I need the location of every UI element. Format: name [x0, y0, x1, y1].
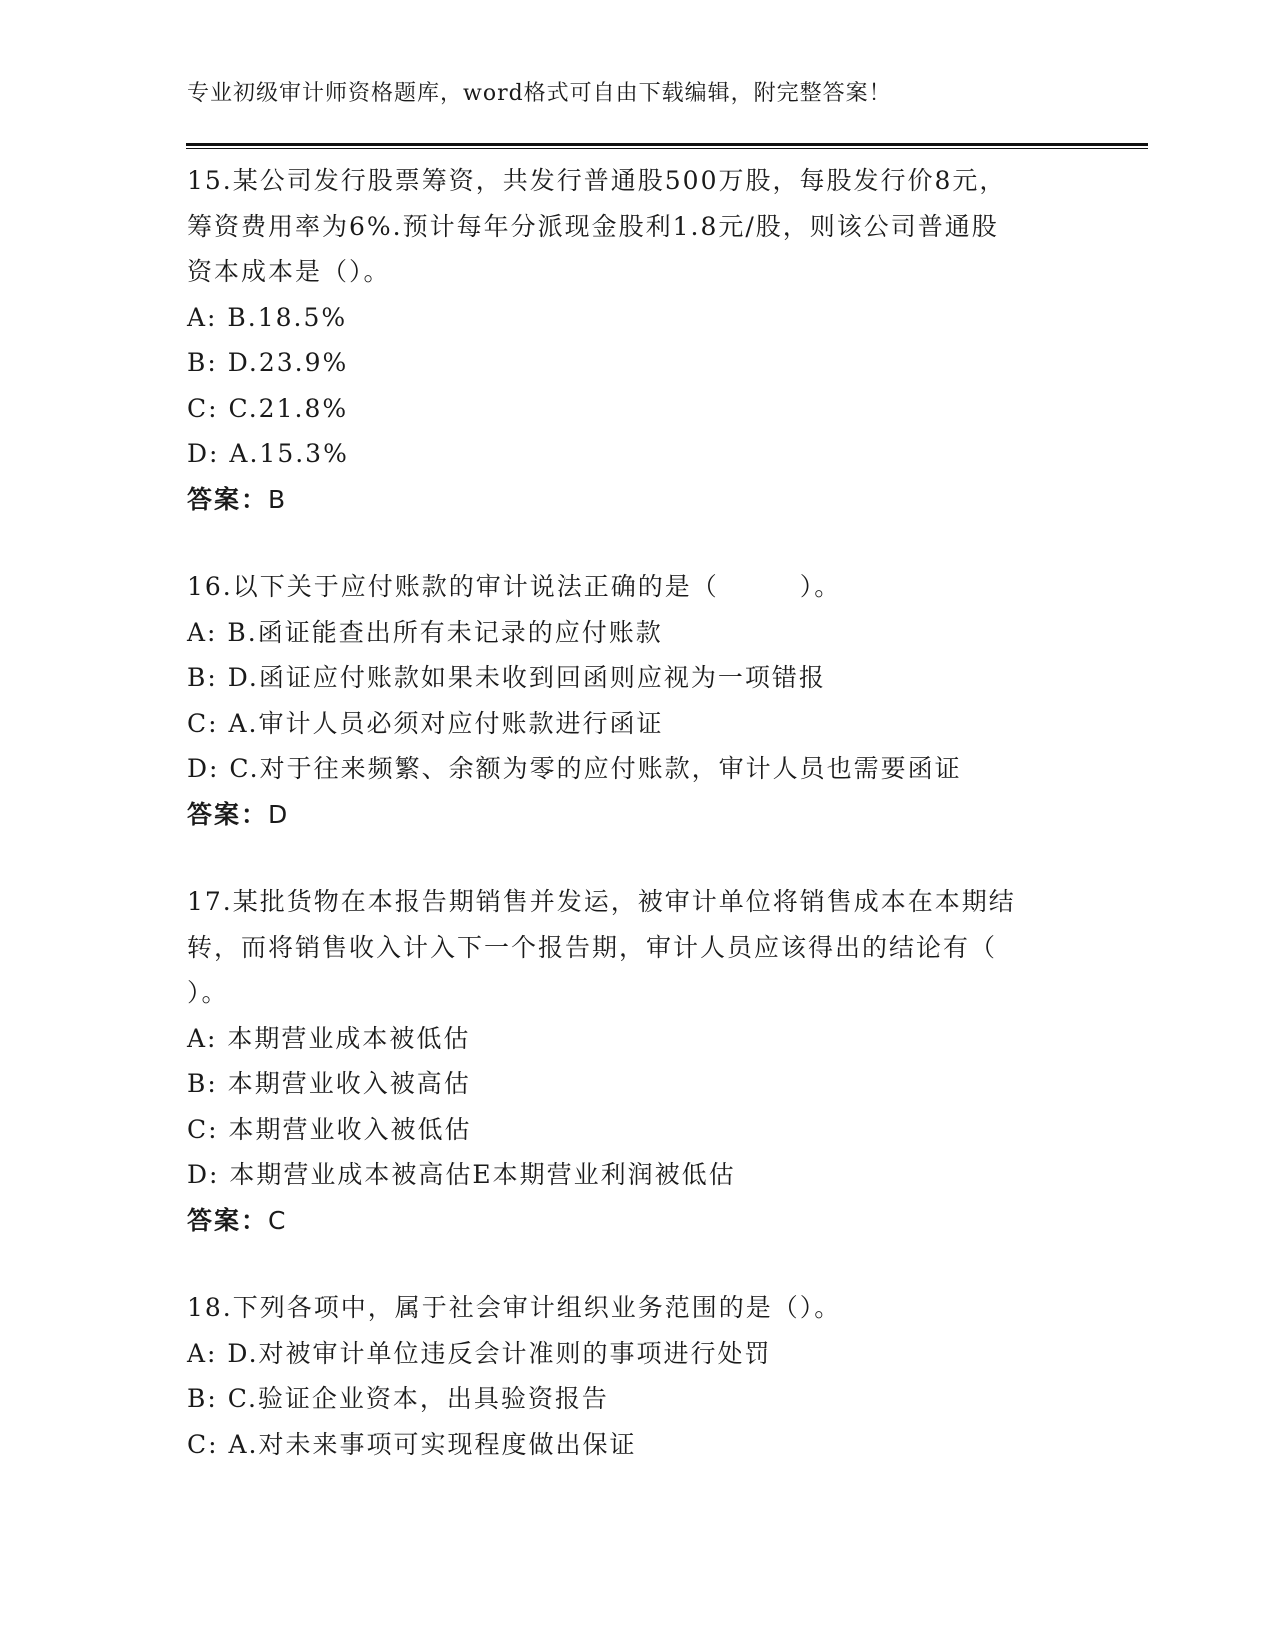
option-d: D: 本期营业成本被高估E本期营业利润被低估	[187, 1160, 736, 1189]
option-c: C: 本期营业收入被低估	[187, 1114, 472, 1144]
answer-label: 答案：	[187, 1205, 269, 1235]
answer-value: C	[268, 1205, 288, 1235]
option-d: D: A.15.3%	[187, 439, 349, 468]
option-b: B: C.验证企业资本，出具验资报告	[187, 1384, 609, 1413]
option-d: D: C.对于往来频繁、余额为零的应付账款，审计人员也需要函证	[187, 754, 962, 783]
option-a: A: B.函证能查出所有未记录的应付账款	[187, 617, 663, 647]
question-16	[187, 564, 1087, 837]
header-rule-thick	[186, 143, 1148, 146]
answer-label: 答案：	[187, 484, 269, 514]
answer-line	[187, 477, 1087, 523]
page-header: 专业初级审计师资格题库，word格式可自由下载编辑，附完整答案！	[187, 81, 892, 106]
option-c: C: A.对未来事项可实现程度做出保证	[187, 1429, 637, 1459]
question-stem-line: 筹资费用率为6%.预计每年分派现金股利1.8元/股，则该公司普通股	[187, 211, 999, 241]
option-a: A: 本期营业成本被低估	[187, 1023, 471, 1053]
answer-value: B	[268, 484, 288, 514]
question-stem-line: 转，而将销售收入计入下一个报告期，审计人员应该得出的结论有（	[187, 932, 998, 962]
answer-value: D	[268, 799, 290, 829]
question-stem-line: ）。	[187, 978, 229, 1007]
question-stem-line: 15.某公司发行股票筹资，共发行普通股500万股，每股发行价8元，	[187, 166, 1007, 195]
option-a: A: B.18.5%	[187, 302, 348, 332]
option-a: A: D.对被审计单位违反会计准则的事项进行处罚	[187, 1338, 772, 1368]
option-b: B: D.函证应付账款如果未收到回函则应视为一项错报	[187, 663, 826, 692]
answer-label: 答案：	[187, 799, 269, 829]
question-18	[187, 1285, 1087, 1467]
question-stem-line: 18.下列各项中，属于社会审计组织业务范围的是（）。	[187, 1293, 842, 1322]
option-b: B: 本期营业收入被高估	[187, 1069, 471, 1098]
answer-line	[187, 1198, 1087, 1244]
question-stem-line: 16.以下关于应付账款的审计说法正确的是（ ）。	[187, 572, 842, 601]
option-b: B: D.23.9%	[187, 348, 349, 377]
question-stem-line: 17.某批货物在本报告期销售并发运，被审计单位将销售成本在本期结	[187, 887, 1016, 916]
question-list	[187, 158, 1087, 1467]
question-15	[187, 158, 1087, 522]
option-c: C: A.审计人员必须对应付账款进行函证	[187, 708, 664, 738]
header-rule-thin	[186, 148, 1148, 149]
answer-line	[187, 792, 1087, 838]
question-stem-line: 资本成本是（）。	[187, 257, 391, 286]
question-17	[187, 879, 1087, 1243]
option-c: C: C.21.8%	[187, 393, 349, 423]
